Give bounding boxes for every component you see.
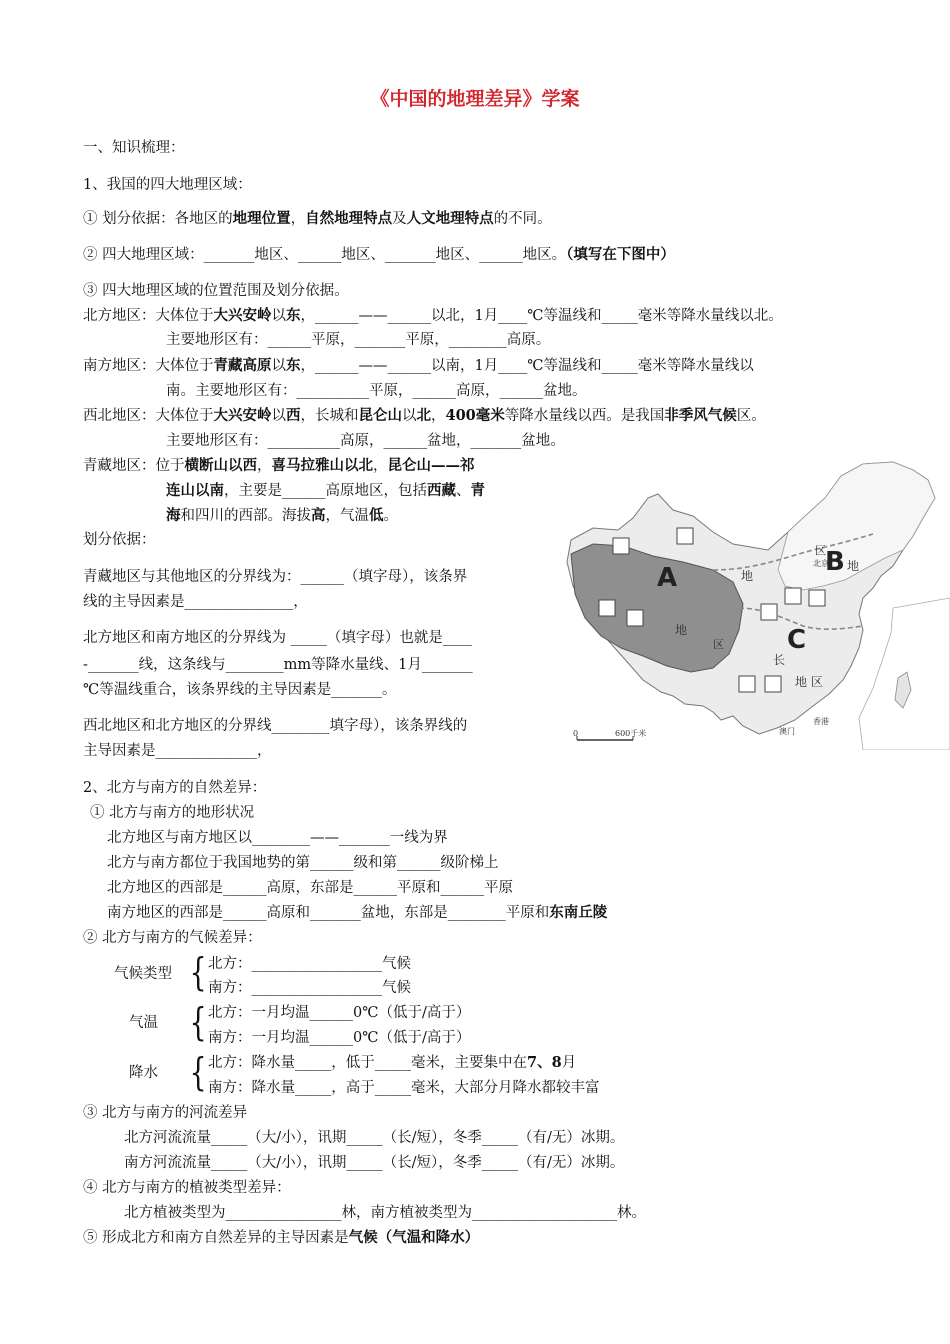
q2-line-3: ℃等温线重合，该条界线的主导因素是_______。 (83, 682, 397, 698)
section-2-heading: 2、北方与南方的自然差异： (83, 780, 267, 796)
map-scale-label: 600千米 (615, 729, 647, 738)
qz-region-line-3: 海和四川的西部。海拔高，气温低。 (166, 507, 398, 524)
cause-line: ⑤ 形成北方和南方自然差异的主导因素是气候（气温和降水） (83, 1229, 480, 1246)
section-1-heading: 一、知识梳理： (83, 140, 185, 156)
terrain-line-3: 北方地区的西部是______高原，东部是______平原和______平原 (107, 880, 513, 896)
map-label-c: C (787, 625, 807, 655)
q3-line-2: 主导因素是______________， (83, 743, 272, 759)
rain-label: 降水 (129, 1065, 158, 1081)
brace-icon: { (189, 950, 207, 994)
vegetation-line: 北方植被类型为________________林，南方植被类型为____________________林。 (124, 1205, 646, 1221)
map-text-qu: 区 (815, 544, 826, 557)
q3-line-1: 西北地区和北方地区的分界线________填字母），该条界线的 (83, 718, 468, 734)
temp-north: 北方：一月均温______0℃（低于/高于） (208, 1005, 471, 1021)
brace-icon: { (189, 1050, 207, 1094)
q1-line-2: 线的主导因素是_______________， (83, 594, 308, 610)
south-landforms-line: 南。主要地形区有：__________平原，______高原，______盆地。 (166, 383, 587, 399)
map-label-b: B (825, 547, 845, 577)
river-north: 北方河流流量_____（大/小），讯期_____（长/短），冬季_____（有/无）冰期。 (124, 1130, 625, 1146)
temp-south: 南方：一月均温______0℃（低于/高于） (208, 1030, 471, 1046)
brace-icon: { (189, 1000, 207, 1044)
qz-region-line-2: 连山以南，主要是______高原地区，包括西藏、青 (166, 482, 485, 499)
map-scale-zero: 0 (573, 729, 579, 738)
division-basis-heading: 划分依据： (83, 532, 156, 548)
terrain-line-2: 北方与南方都位于我国地势的第______级和第______级阶梯上 (107, 855, 499, 871)
map-text-xianggang: 香港 (813, 717, 829, 726)
north-landforms-line: 主要地形区有：______平原，_______平原，________高原。 (166, 332, 551, 348)
river-south: 南方河流流量_____（大/小），讯期_____（长/短），冬季_____（有/无）冰期。 (124, 1155, 625, 1171)
division-basis-line: ① 划分依据：各地区的地理位置，自然地理特点及人文地理特点的不同。 (83, 210, 552, 227)
map-text-qu2: 区 (713, 638, 724, 651)
map-text-di: 地 (741, 569, 754, 583)
vegetation-heading: ④ 北方与南方的植被类型差异： (83, 1180, 291, 1196)
river-heading: ③ 北方与南方的河流差异 (83, 1105, 248, 1121)
map-text-chang: 长 (773, 653, 786, 667)
map-text-diqu: 地 区 (795, 675, 823, 689)
four-regions-line: ② 四大地理区域：_______地区、______地区、_______地区、______地区。（填写在下图中） (83, 246, 675, 263)
range-heading: ③ 四大地理区域的位置范围及划分依据。 (83, 283, 349, 299)
map-text-aomen: 澳门 (779, 727, 795, 736)
china-regions-map (563, 458, 950, 750)
terrain-line-4: 南方地区的西部是______高原和_______盆地，东部是________平原和东南丘陵 (107, 904, 608, 921)
q1-line-1: 青藏地区与其他地区的分界线为：______（填字母），该条界 (83, 569, 468, 585)
map-text-beijing: 北京 (813, 559, 829, 568)
q2-line-2: -_______线，这条线与________mm等降水量线、1月_______ (83, 657, 473, 673)
temp-label: 气温 (129, 1015, 158, 1031)
northwest-landforms-line: 主要地形区有：__________高原，______盆地，_______盆地。 (166, 433, 565, 449)
climate-heading: ② 北方与南方的气候差异： (83, 930, 262, 946)
map-text-di3: 地 (847, 559, 860, 573)
north-region-line: 北方地区：大体位于大兴安岭以东，______——______以北，1月____℃等温线和_____毫米等降水量线以北。 (83, 307, 783, 324)
rain-south: 南方：降水量_____，高于_____毫米，大部分月降水都较丰富 (208, 1080, 600, 1096)
q2-line-1: 北方地区和南方地区的分界线为 _____（填字母）也就是____ (83, 630, 472, 646)
terrain-heading: ① 北方与南方的地形状况 (90, 805, 255, 821)
terrain-line-1: 北方地区与南方地区以________——_______一线为界 (107, 830, 448, 846)
map-text-di2: 地 (675, 623, 688, 637)
rain-north: 北方：降水量_____，低于_____毫米，主要集中在7、8月 (208, 1054, 577, 1071)
south-region-line: 南方地区：大体位于青藏高原以东，______——______以南，1月____℃等温线和_____毫米等降水量线以 (83, 357, 754, 374)
climate-type-south: 南方：__________________气候 (208, 980, 411, 996)
map-label-a: A (657, 563, 678, 593)
page-title: 《中国的地理差异》学案 (370, 88, 580, 110)
qz-region-line-1: 青藏地区：位于横断山以西，喜马拉雅山以北，昆仑山——祁 (83, 457, 475, 474)
climate-type-north: 北方：__________________气候 (208, 956, 411, 972)
climate-type-label: 气候类型 (114, 966, 172, 982)
subsection-1-heading: 1、我国的四大地理区域： (83, 177, 252, 193)
northwest-region-line: 西北地区：大体位于大兴安岭以西，长城和昆仑山以北，400毫米等降水量线以西。是我国非季风气候区。 (83, 407, 766, 424)
